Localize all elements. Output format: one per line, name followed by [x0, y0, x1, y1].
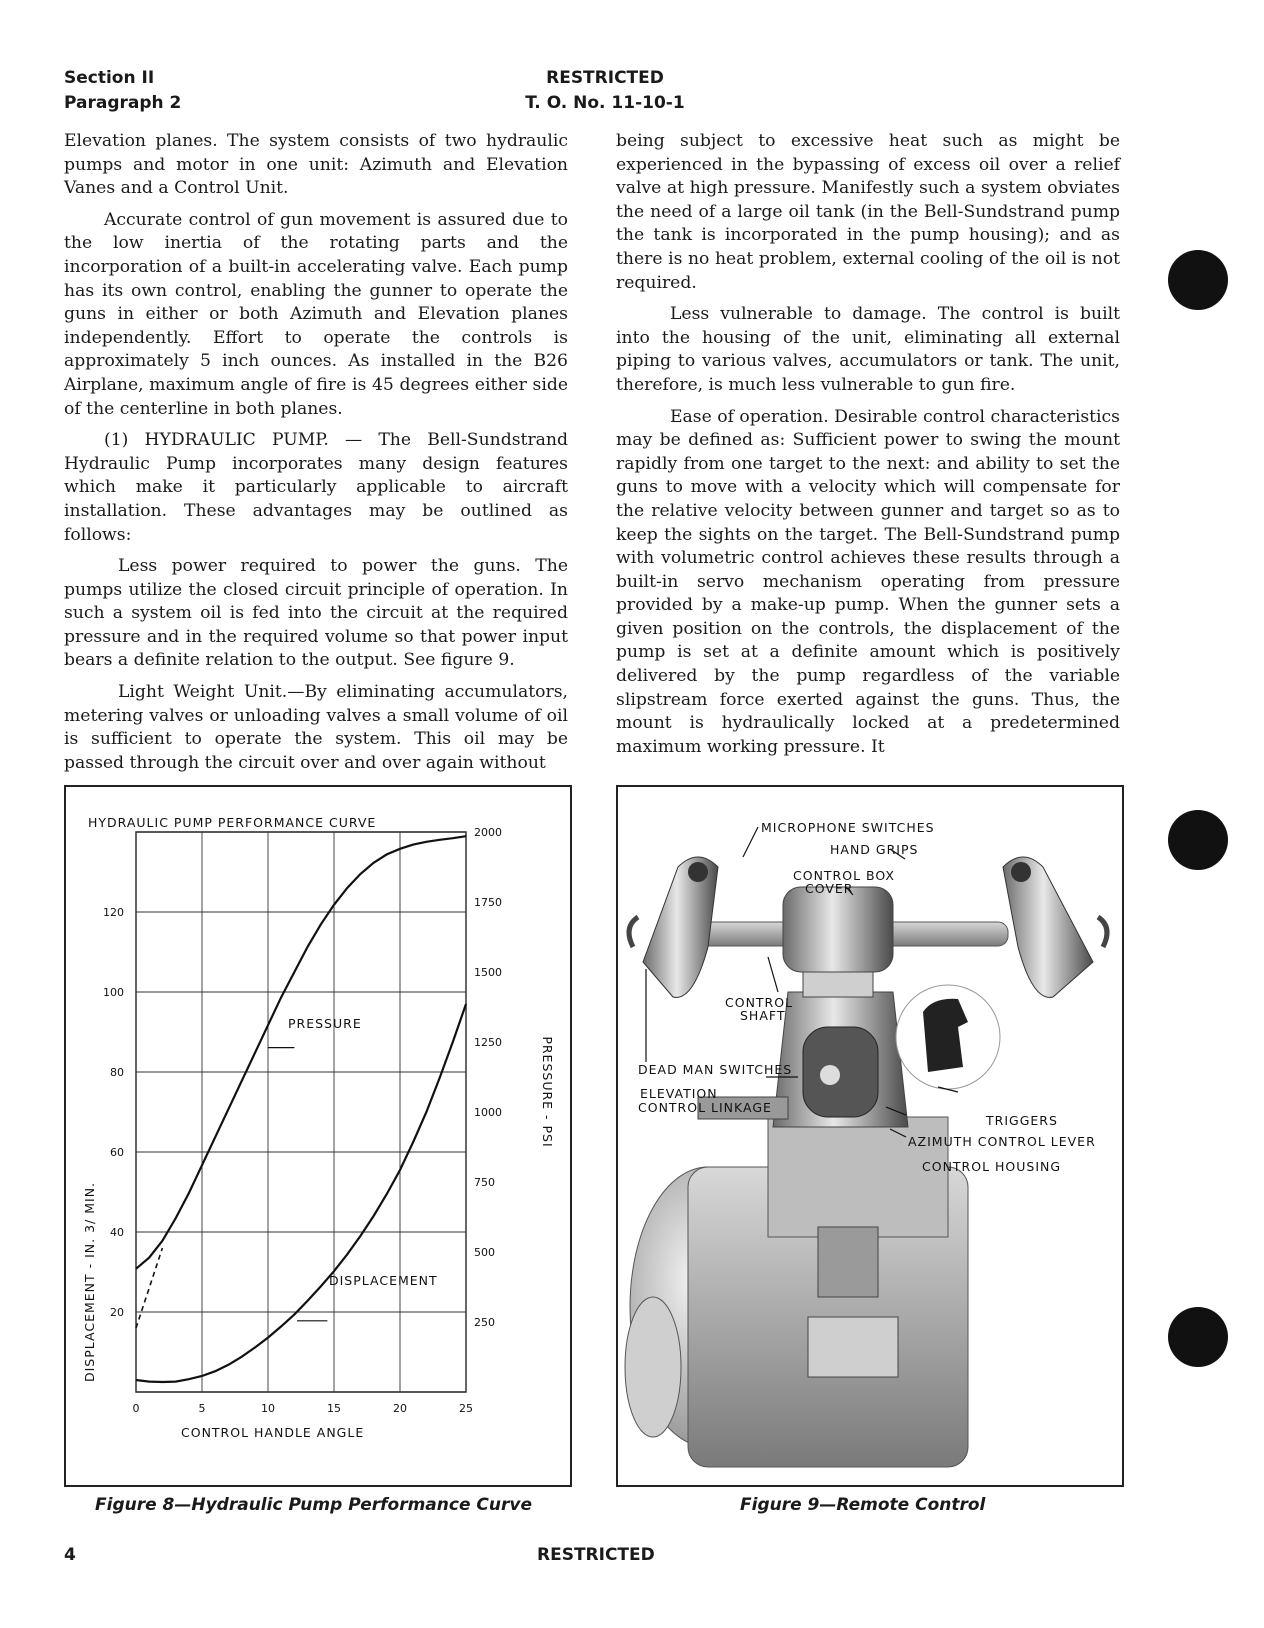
y-right-tick-label: 1500	[474, 966, 502, 979]
pressure-label: PRESSURE	[288, 1016, 362, 1031]
figure-8-caption: Figure 8—Hydraulic Pump Performance Curve	[95, 1495, 532, 1515]
paragraph: being subject to excessive heat such as might be experienced in the bypassing of excess oil over a relief valve at high pressure. Manifestly such a system obviates the need of a large oil tank (in the Bell-Sundstrand pump the tank is incorporated in the pump housing); and as there is no heat problem, external cooling of the oil is not required.	[616, 131, 1120, 293]
callout-control-box-line2: COVER	[805, 881, 854, 896]
displacement-label: DISPLACEMENT	[329, 1273, 438, 1288]
callout-control-shaft-line2: SHAFT	[740, 1008, 786, 1023]
binder-hole	[1168, 250, 1228, 310]
callout-elevation-line1: ELEVATION	[640, 1086, 718, 1101]
series-line-displacement	[136, 1004, 466, 1382]
y-left-tick-label: 60	[110, 1146, 124, 1159]
x-tick-label: 20	[393, 1402, 407, 1415]
y-right-tick-label: 1000	[474, 1106, 502, 1119]
restricted-header: RESTRICTED	[546, 68, 664, 88]
x-axis-label: CONTROL HANDLE ANGLE	[181, 1425, 365, 1440]
binder-hole	[1168, 810, 1228, 870]
callout-control-shaft-line1: CONTROL	[725, 995, 794, 1010]
x-tick-label: 5	[198, 1402, 206, 1415]
section-label: Section II	[64, 68, 155, 88]
y-right-tick-label: 500	[474, 1246, 495, 1259]
paragraph: Less power required to power the guns. The pumps utilize the closed circuit principle of operation. In such a system oil is fed into the circuit at the required pressure and in the required volume so that power input bears a definite relation to the output. See figure 9.	[64, 556, 568, 671]
performance-chart	[66, 787, 570, 1485]
paragraph: Ease of operation. Desirable control characteristics may be defined as: Sufficient power to swing the mount rapidly from one target to the next: and ability to set the guns to move with a velocity which will compensate for the relative velocity between gunner and target so as to keep the sights on the target. The Bell-Sundstrand pump with volumetric control achieves these results through a built-in servo mechanism operating from pressure provided by a make-up pump. When the gunner sets a given position on the controls, the displacement of the pump is set at a definite amount which is positively delivered by the pump regardless of the variable slipstream force exerted against the guns. Thus, the mount is hydraulically locked at a predetermined maximum working pressure. It	[616, 406, 1120, 757]
page-number: 4	[64, 1545, 76, 1565]
y-right-tick-label: 250	[474, 1316, 495, 1329]
y-right-tick-label: 750	[474, 1176, 495, 1189]
pump-body	[625, 1117, 968, 1467]
y-left-tick-label: 20	[110, 1306, 124, 1319]
y-left-tick-label: 80	[110, 1066, 124, 1079]
y-right-tick-label: 1750	[474, 896, 502, 909]
series-line-pressure	[136, 836, 466, 1269]
x-tick-label: 0	[132, 1402, 140, 1415]
y-axis-left-label: DISPLACEMENT - IN. 3/ MIN.	[82, 1181, 97, 1383]
restricted-footer: RESTRICTED	[537, 1545, 655, 1565]
paragraph-label: Paragraph 2	[64, 93, 182, 113]
page-header-left	[64, 66, 181, 116]
callout-dead-man-switches: DEAD MAN SWITCHES	[638, 1062, 793, 1077]
right-text-column	[616, 130, 1120, 767]
chart-title: HYDRAULIC PUMP PERFORMANCE CURVE	[88, 815, 377, 830]
page-header-center	[470, 66, 740, 116]
paragraph: Less vulnerable to damage. The control is built into the housing of the unit, eliminating all external piping to various valves, accumulators or tank. The unit, therefore, is much less vulnerable to gun fire.	[616, 304, 1120, 395]
x-tick-label: 10	[261, 1402, 275, 1415]
paragraph: (1) HYDRAULIC PUMP. — The Bell-Sundstrand Hydraulic Pump incorporates many design features which make it particularly applicable to aircraft installation. These advantages may be outlined as follows:	[64, 430, 568, 545]
binder-hole	[1168, 1307, 1228, 1367]
callout-azimuth-lever: AZIMUTH CONTROL LEVER	[908, 1134, 1096, 1149]
y-left-tick-label: 100	[103, 986, 124, 999]
y-right-tick-label: 1250	[474, 1036, 502, 1049]
left-text-column	[64, 130, 568, 783]
callout-elevation-line2: CONTROL LINKAGE	[638, 1100, 772, 1115]
x-tick-label: 15	[327, 1402, 341, 1415]
x-tick-label: 25	[459, 1402, 473, 1415]
callout-triggers: TRIGGERS	[986, 1113, 1058, 1128]
y-axis-right-label: PRESSURE - PSI	[540, 1036, 555, 1148]
callout-hand-grips: HAND GRIPS	[830, 842, 919, 857]
figure-8-box	[64, 785, 572, 1487]
callout-control-housing: CONTROL HOUSING	[922, 1159, 1062, 1174]
control-box	[678, 887, 1008, 972]
paragraph: Accurate control of gun movement is assured due to the low inertia of the rotating parts and the incorporation of a built-in accelerating valve. Each pump has its own control, enabling the gunner to operate the guns in either or both Azimuth and Elevation planes independently. Effort to operate the controls is approximately 5 inch ounces. As installed in the B26 Airplane, maximum angle of fire is 45 degrees either side of the centerline in both planes.	[64, 209, 568, 419]
remote-control-illustration	[618, 787, 1122, 1485]
dashed-extrapolation	[136, 1248, 162, 1328]
paragraph: Elevation planes. The system consists of two hydraulic pumps and motor in one unit: Azimuth and Elevation Vanes and a Control Unit.	[64, 131, 568, 199]
figure-9-caption: Figure 9—Remote Control	[740, 1495, 986, 1515]
callout-control-box-line1: CONTROL BOX	[793, 868, 895, 883]
paragraph: Light Weight Unit.—By eliminating accumulators, metering valves or unloading valves a small volume of oil is sufficient to operate the system. This oil may be passed through the circuit over and over again without	[64, 682, 568, 773]
y-left-tick-label: 40	[110, 1226, 124, 1239]
to-number: T. O. No. 11-10-1	[525, 93, 685, 113]
trigger-inset	[896, 985, 1000, 1089]
callout-microphone-switches: MICROPHONE SWITCHES	[761, 820, 935, 835]
y-right-tick-label: 2000	[474, 826, 502, 839]
figure-9-box	[616, 785, 1124, 1487]
y-left-tick-label: 120	[103, 906, 124, 919]
